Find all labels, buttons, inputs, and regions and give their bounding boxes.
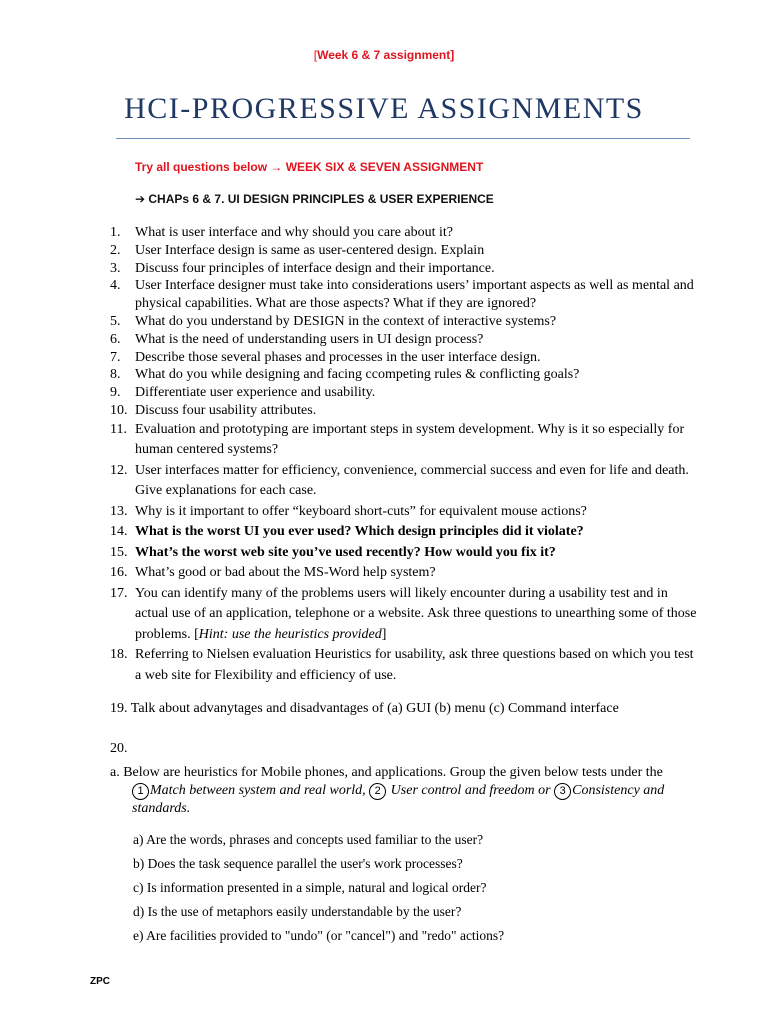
question-item [110,502,700,523]
question-text: What’s good or bad about the MS-Word help system? [135,565,436,581]
question-item [110,420,700,461]
question-20-intro: a. Below are heuristics for Mobile phones, and applications. Group the given below tests under the [110,765,663,780]
question-text: User Interface design is same as user-centered design. Explain [135,242,485,258]
week-tag-bracket: [ [313,48,318,62]
week-tag [0,48,768,62]
question-item [110,277,700,313]
question-text: Describe those several phases and processes in the user interface design. [135,349,541,365]
question-number: 8. [110,367,121,383]
test-item: a) Are the words, phrases and concepts used familiar to the user? [133,832,484,847]
question-number: 9. [110,385,121,401]
question-number: 11. [110,421,127,437]
question-item [110,384,700,402]
test-list [133,828,693,948]
heuristic-label: User control and freedom or [387,783,555,798]
question-text: Referring to Nielsen evaluation Heuristics for usability, ask three questions based on which you test a web site for Flexibility and efficiency of use. [135,647,694,683]
circled-number-one: 1 [132,783,149,800]
week-tag-text: Week 6 & 7 assignment] [317,48,455,62]
question-item [110,563,700,584]
question-text: What is user interface and why should you care about it? [135,225,454,240]
question-number: 4. [110,278,121,294]
question-number: 6. [110,331,121,347]
question-number: 7. [110,349,121,365]
page-title: HCI-PROGRESSIVE ASSIGNMENTS [124,92,644,125]
question-20 [110,740,700,818]
question-item [110,645,700,686]
circled-number-three: 3 [554,783,571,800]
question-item [110,402,700,420]
question-item [110,522,700,543]
heuristic-label: Match between system and real world, [150,783,370,798]
heuristic-groups [110,782,700,818]
question-item [110,366,700,384]
question-number: 1. [110,225,121,240]
question-text: Discuss four principles of interface design and their importance. [135,260,495,276]
question-number: 15. [110,544,128,560]
question-number: 17. [110,585,128,601]
question-text: What do you while designing and facing ccompeting rules & conflicting goals? [135,367,580,383]
question-item [110,584,700,646]
test-item: e) Are facilities provided to "undo" (or "cancel") and "redo" actions? [133,928,505,943]
chapters-line: ➔ CHAPs 6 & 7. UI DESIGN PRINCIPLES & USER EXPERIENCE [135,192,494,206]
title-divider [116,138,690,139]
question-text: User interfaces matter for efficiency, convenience, commercial success and even for life and death. Give explanations for each case. [135,462,689,499]
question-number: 2. [110,242,121,258]
question-number: 20. [110,741,128,756]
question-number: 10. [110,402,128,418]
question-number: 16. [110,565,128,581]
question-item [110,260,700,278]
question-text: Why is it important to offer “keyboard short-cuts” for equivalent mouse actions? [135,503,587,519]
question-item [110,349,700,367]
question-text: What do you understand by DESIGN in the context of interactive systems? [135,313,557,329]
question-text: Discuss four usability attributes. [135,402,317,418]
question-number: 13. [110,503,128,519]
question-hint: Hint: use the heuristics provided [198,626,382,642]
question-19: 19. Talk about advanytages and disadvantages of (a) GUI (b) menu (c) Command interface [110,701,619,716]
question-text: You can identify many of the problems users will likely encounter during a usability test and in actual use of an application, telephone or a website. Ask three questions to unearthing some of those problems. [ [135,585,697,642]
question-text: What’s the worst web site you’ve used recently? How would you fix it? [135,544,556,560]
footer-initials: ZPC [90,976,110,987]
test-item: b) Does the task sequence parallel the user's work processes? [133,856,463,871]
question-item [110,313,700,331]
instruction-line: Try all questions below → WEEK SIX & SEVEN ASSIGNMENT [135,160,484,174]
heuristic-label: Consistency and standards. [132,783,665,816]
question-text: Evaluation and prototyping are important steps in system development. Why is it so especially for human centered systems? [135,421,685,458]
question-item [110,242,700,260]
question-number: 18. [110,647,128,663]
test-item: c) Is information presented in a simple, natural and logical order? [133,880,487,895]
question-number: 12. [110,462,128,478]
circled-number-two: 2 [369,783,386,800]
question-number: 14. [110,524,128,540]
question-text: Differentiate user experience and usability. [135,385,376,401]
question-text-tail: ] [381,626,387,642]
question-text: What is the worst UI you ever used? Which design principles did it violate? [135,524,584,540]
question-text: User Interface designer must take into considerations users’ important aspects as well as mental and physical capabilities. What are those aspects? What if they are ignored? [135,278,694,312]
question-item [110,224,700,242]
test-item: d) Is the use of metaphors easily understandable by the user? [133,904,462,919]
question-item [110,331,700,349]
question-number: 3. [110,260,121,276]
question-item [110,461,700,502]
question-item [110,543,700,564]
question-text: What is the need of understanding users in UI design process? [135,331,484,347]
question-number: 5. [110,313,121,329]
question-list [110,224,700,686]
